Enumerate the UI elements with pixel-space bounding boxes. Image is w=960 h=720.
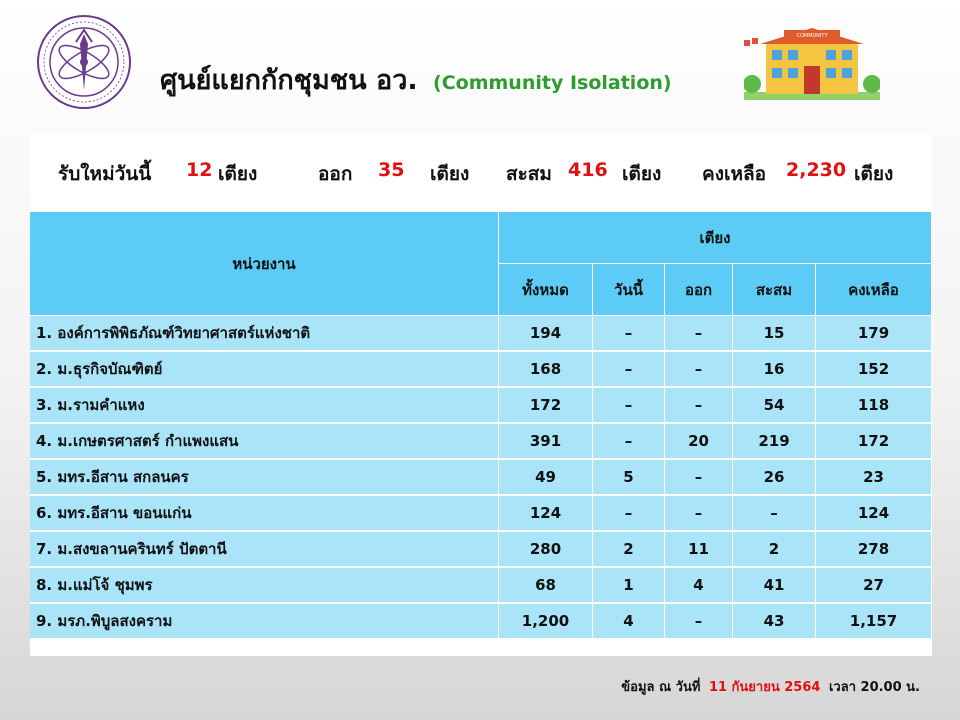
cell-total: 168 xyxy=(499,352,593,388)
cell-remain: 23 xyxy=(816,460,932,496)
cell-out: – xyxy=(665,460,733,496)
cell-total: 124 xyxy=(499,496,593,532)
cell-cum: 2 xyxy=(733,532,816,568)
cell-remain: 152 xyxy=(816,352,932,388)
cell-cum: 219 xyxy=(733,424,816,460)
cell-today: – xyxy=(593,388,665,424)
cell-cum: 26 xyxy=(733,460,816,496)
remaining-label: คงเหลือ xyxy=(702,163,767,185)
cell-cum: – xyxy=(733,496,816,532)
cell-name: 6. มทร.อีสาน ขอนแก่น xyxy=(30,496,499,532)
cell-remain: 278 xyxy=(816,532,932,568)
table-row xyxy=(30,496,932,532)
cell-today: 4 xyxy=(593,604,665,640)
col-out-header: ออก xyxy=(665,264,733,316)
cell-out: – xyxy=(665,604,733,640)
cell-out: – xyxy=(665,496,733,532)
table-row xyxy=(30,460,932,496)
col-today-header: วันนี้ xyxy=(593,264,665,316)
cell-out: 11 xyxy=(665,532,733,568)
out-label: ออก xyxy=(318,163,353,185)
cell-out: 20 xyxy=(665,424,733,460)
cell-today: – xyxy=(593,316,665,352)
cumulative-unit: เตียง xyxy=(622,163,662,185)
table-row xyxy=(30,532,932,568)
out-unit: เตียง xyxy=(430,163,470,185)
cumulative-label: สะสม xyxy=(506,163,552,185)
cell-total: 391 xyxy=(499,424,593,460)
cell-remain: 27 xyxy=(816,568,932,604)
cell-remain: 118 xyxy=(816,388,932,424)
cell-cum: 54 xyxy=(733,388,816,424)
bed-header: เตียง xyxy=(499,212,932,264)
cell-out: 4 xyxy=(665,568,733,604)
new-unit: เตียง xyxy=(218,163,258,185)
cell-total: 280 xyxy=(499,532,593,568)
cell-remain: 1,157 xyxy=(816,604,932,640)
title-thai: ศูนย์แยกกักชุมชน อว. xyxy=(160,65,418,96)
cell-name: 1. องค์การพิพิธภัณฑ์วิทยาศาสตร์แห่งชาติ xyxy=(30,316,499,352)
cell-total: 49 xyxy=(499,460,593,496)
col-remaining-header: คงเหลือ xyxy=(816,264,932,316)
table-row xyxy=(30,352,932,388)
cell-name: 2. ม.ธุรกิจบัณฑิตย์ xyxy=(30,352,499,388)
cell-remain: 172 xyxy=(816,424,932,460)
cumulative-value: 416 xyxy=(568,159,608,181)
remaining-value: 2,230 xyxy=(786,159,847,181)
cell-name: 5. มทร.อีสาน สกลนคร xyxy=(30,460,499,496)
svg-text:COMMUNITY: COMMUNITY xyxy=(796,33,828,39)
table-row xyxy=(30,604,932,640)
cell-today: – xyxy=(593,352,665,388)
cell-today: – xyxy=(593,424,665,460)
cell-out: – xyxy=(665,352,733,388)
timestamp-time: เวลา 20.00 น. xyxy=(828,680,920,695)
cell-total: 68 xyxy=(499,568,593,604)
table-row xyxy=(30,568,932,604)
cell-name: 9. มรภ.พิบูลสงคราม xyxy=(30,604,499,640)
data-timestamp xyxy=(621,676,920,697)
cell-name: 8. ม.แม่โจ้ ชุมพร xyxy=(30,568,499,604)
cell-total: 172 xyxy=(499,388,593,424)
cell-remain: 179 xyxy=(816,316,932,352)
table-row xyxy=(30,424,932,460)
cell-today: 1 xyxy=(593,568,665,604)
isolation-table xyxy=(30,212,932,640)
cell-out: – xyxy=(665,388,733,424)
cell-total: 1,200 xyxy=(499,604,593,640)
remaining-unit: เตียง xyxy=(854,163,894,185)
cell-cum: 15 xyxy=(733,316,816,352)
table-row xyxy=(30,316,932,352)
title-english: (Community Isolation) xyxy=(433,72,672,94)
table-row xyxy=(30,388,932,424)
out-value: 35 xyxy=(378,159,405,181)
cell-today: 5 xyxy=(593,460,665,496)
community-isolation-building-icon xyxy=(744,22,880,100)
unit-header: หน่วยงาน xyxy=(30,212,499,316)
cell-name: 7. ม.สงขลานครินทร์ ปัตตานี xyxy=(30,532,499,568)
cell-cum: 41 xyxy=(733,568,816,604)
cell-cum: 43 xyxy=(733,604,816,640)
new-value: 12 xyxy=(186,159,213,181)
new-label: รับใหม่วันนี้ xyxy=(58,163,152,185)
timestamp-prefix: ข้อมูล ณ วันที่ xyxy=(621,680,701,695)
cell-total: 194 xyxy=(499,316,593,352)
col-cumulative-header: สะสม xyxy=(733,264,816,316)
cell-out: – xyxy=(665,316,733,352)
cell-name: 3. ม.รามคำแหง xyxy=(30,388,499,424)
page-title xyxy=(160,58,672,101)
summary-bar xyxy=(30,134,932,212)
timestamp-date: 11 กันยายน 2564 xyxy=(708,680,821,695)
ministry-seal-logo xyxy=(36,14,132,110)
col-total-header: ทั้งหมด xyxy=(499,264,593,316)
cell-today: 2 xyxy=(593,532,665,568)
cell-remain: 124 xyxy=(816,496,932,532)
cell-name: 4. ม.เกษตรศาสตร์ กำแพงแสน xyxy=(30,424,499,460)
cell-cum: 16 xyxy=(733,352,816,388)
cell-today: – xyxy=(593,496,665,532)
